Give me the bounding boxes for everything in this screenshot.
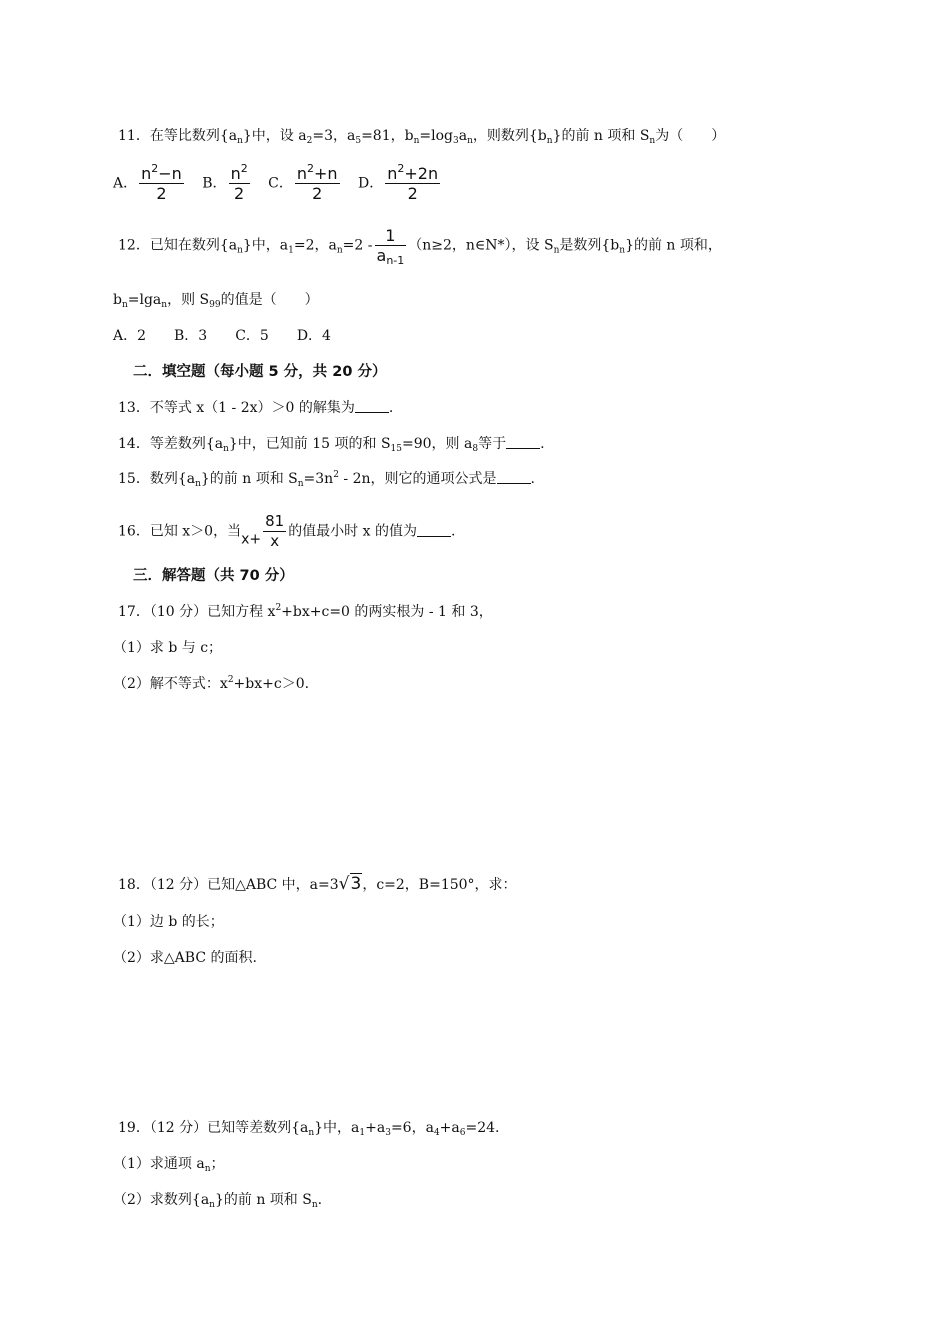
question-17-part-1: （1）求 b 与 c； xyxy=(113,640,223,656)
answer-blank xyxy=(506,436,540,449)
fraction: $\frac{n^2+n}{2}$ xyxy=(296,162,338,203)
question-15: 15．数列$\{a_n\}$的前 n 项和 $S_n=3n^2 - 2n$，则它的通项公式是 . xyxy=(118,470,535,489)
answer-blank xyxy=(497,471,531,484)
question-12: 12．已知在数列$\{a_n\}$中，$a_1=2$，$a_n=2$ - $\frac{1}{a_{n-1}}$ （n≥2，n∈N*），设 $S_n$是数列$\{b_n\}$的前 n 项和， xyxy=(118,226,722,267)
square-root: √3 xyxy=(338,874,362,894)
question-13: 13．不等式 x（1 - 2x）＞0 的解集为 . xyxy=(118,400,394,416)
question-19: 19．（12 分）已知等差数列$\{a_n\}$中，$a_1+a_3=6$，$a_4+a_6=24$. xyxy=(118,1120,500,1138)
answer-blank xyxy=(355,400,389,413)
option-c: C． $\frac{n^2+n}{2}$ xyxy=(268,162,338,203)
question-number: 11． xyxy=(118,128,150,144)
question-16: 16．已知 x＞0，当x+ $\frac{81}{x}$ 的值最小时 x 的值为 . xyxy=(118,512,456,550)
answer-blank xyxy=(417,524,451,537)
question-12-line-2: $b_n=\lg a_n$，则 $S_{99}$的值是（ ） xyxy=(113,292,319,310)
fraction: $\frac{n^2+2n}{2}$ xyxy=(387,162,439,203)
fraction: $\frac{1}{a_{n-1}}$ xyxy=(376,226,405,267)
fraction: $\frac{n^2}{2}$ xyxy=(230,162,248,203)
fraction: $\frac{81}{x}$ xyxy=(265,512,285,550)
question-18: 18．（12 分）已知△ABC 中，a=3√3，c=2，B=150°，求： xyxy=(118,874,517,894)
question-12-options: A．2 B．3 C．5 D．4 xyxy=(113,328,331,344)
question-11: 11．在等比数列$\{a_n\}$中，设 $a_2=3$，$a_5=81$，$b_n=\log_3a_n$，则数列$\{b_n\}$的前 n 项和 $S_n$为（ ） xyxy=(118,128,726,146)
option-d: D． $\frac{n^2+2n}{2}$ xyxy=(358,162,439,203)
option-b: B． $\frac{n^2}{2}$ xyxy=(202,162,248,203)
section-2-heading: 二．填空题（每小题 5 分，共 20 分） xyxy=(133,364,387,380)
question-17-part-2: （2）解不等式：$x^2+bx+c>0$. xyxy=(113,675,310,692)
option-a: A． $\frac{n^2-n}{2}$ xyxy=(113,162,182,203)
question-19-part-1: （1）求通项 $a_n$； xyxy=(113,1156,225,1174)
question-11-options xyxy=(113,164,454,203)
question-17: 17．（10 分）已知方程 $x^2+bx+c=0$ 的两实根为 - 1 和 3， xyxy=(118,603,493,620)
question-18-part-1: （1）边 b 的长； xyxy=(113,914,224,930)
question-18-part-2: （2）求△ABC 的面积. xyxy=(113,950,257,966)
question-number: 12． xyxy=(118,237,150,254)
question-19-part-2: （2）求数列$\{a_n\}$的前 n 项和 $S_n$. xyxy=(113,1192,323,1210)
section-3-heading: 三．解答题（共 70 分） xyxy=(133,568,294,584)
question-14: 14．等差数列$\{a_n\}$中，已知前 15 项的和 $S_{15}=90$，则 $a_8$等于 . xyxy=(118,436,545,454)
fraction: $\frac{n^2-n}{2}$ xyxy=(141,162,182,203)
